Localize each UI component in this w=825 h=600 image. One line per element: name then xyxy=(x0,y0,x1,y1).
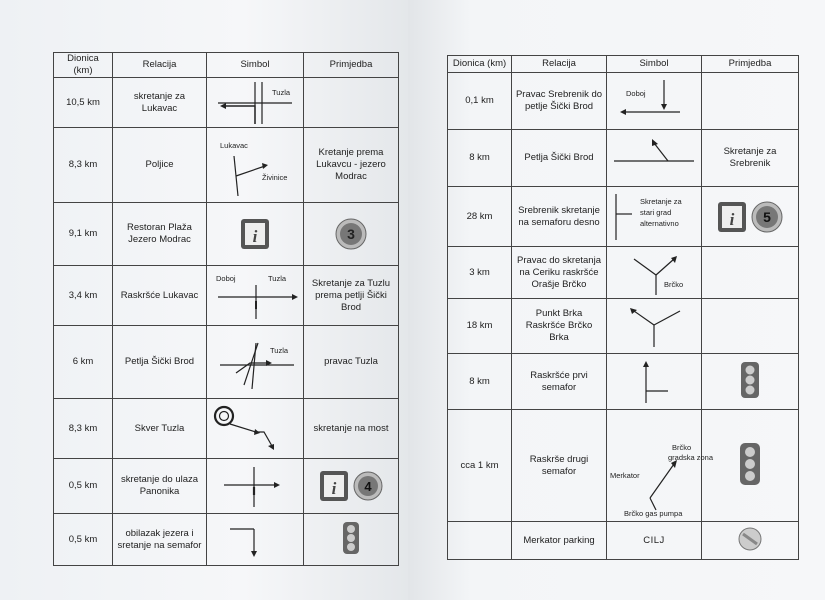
stage-number-badge-icon xyxy=(335,218,367,250)
header-symbol: Simbol xyxy=(207,53,304,78)
symbol-label: Doboj xyxy=(216,273,236,283)
finish-label: CILJ xyxy=(607,522,702,560)
symbol-cell xyxy=(607,299,702,354)
table-row xyxy=(54,399,399,459)
table-row xyxy=(448,247,799,299)
symbol-label: Tuzla xyxy=(272,87,291,97)
symbol-cell xyxy=(207,459,304,514)
symbol-label: Brčko gas pumpa xyxy=(624,508,683,518)
table-row xyxy=(448,354,799,410)
symbol-label: Brčko xyxy=(664,279,684,289)
relation-cell: Pravac Srebrenik do petlje Šički Brod xyxy=(512,73,607,130)
distance-cell: 8 km xyxy=(448,354,512,410)
roadbook-table-right xyxy=(447,55,799,560)
fork-right-arrow-icon xyxy=(610,249,698,297)
distance-cell: 10,5 km xyxy=(54,78,113,128)
symbol-cell xyxy=(607,130,702,187)
table-row xyxy=(54,514,399,566)
header-distance: Dionica (km) xyxy=(448,56,512,73)
header-note: Primjedba xyxy=(702,56,799,73)
relation-cell: Petlja Šički Brod xyxy=(512,130,607,187)
header-row xyxy=(448,56,799,73)
roadbook-table-left xyxy=(53,52,399,566)
relation-cell: Raskrše drugi semafor xyxy=(512,410,607,522)
relation-cell: Merkator parking xyxy=(512,522,607,560)
stage-number-badge-icon xyxy=(353,471,383,501)
table-row xyxy=(54,326,399,399)
symbol-cell xyxy=(207,203,304,266)
note-cell xyxy=(702,299,799,354)
finish-badge-icon xyxy=(737,526,763,552)
symbol-cell xyxy=(207,399,304,459)
note-cell xyxy=(702,187,799,247)
symbol-label: Tuzla xyxy=(270,346,289,355)
svg-text:i: i xyxy=(729,209,735,229)
symbol-cell xyxy=(207,514,304,566)
distance-cell: 8 km xyxy=(448,130,512,187)
relation-cell: Petlja Šički Brod xyxy=(113,326,207,399)
info-sign-icon xyxy=(319,470,349,502)
distance-cell: 6 km xyxy=(54,326,113,399)
header-note: Primjedba xyxy=(304,53,399,78)
distance-cell: 0,5 km xyxy=(54,514,113,566)
symbol-label: Živinice xyxy=(262,173,288,182)
turn-right-arrow-icon xyxy=(610,190,698,244)
table-row xyxy=(54,203,399,266)
distance-cell: 8,3 km xyxy=(54,399,113,459)
relation-cell: Poljice xyxy=(113,128,207,203)
traffic-light-icon xyxy=(738,360,762,400)
table-row xyxy=(448,522,799,560)
symbol-label: Brčko xyxy=(672,442,692,452)
header-distance: Dionica (km) xyxy=(54,53,113,78)
table-row xyxy=(448,130,799,187)
symbol-label: Merkator xyxy=(610,470,640,480)
distance-cell: 3 km xyxy=(448,247,512,299)
turn-left-arrow-icon xyxy=(210,80,300,126)
fork-left-arrow-icon xyxy=(210,130,300,200)
crossroad-arrow-icon xyxy=(610,414,714,518)
symbol-label: alternativno xyxy=(640,218,679,228)
header-relation: Relacija xyxy=(113,53,207,78)
turn-right-down-arrow-icon xyxy=(210,517,300,563)
info-sign-icon xyxy=(717,201,747,233)
symbol-cell xyxy=(607,187,702,247)
distance-cell xyxy=(448,522,512,560)
junction-right-arrow-icon xyxy=(210,269,300,323)
badge-number: 4 xyxy=(364,479,372,494)
symbol-cell xyxy=(607,354,702,410)
distance-cell: 8,3 km xyxy=(54,128,113,203)
table-row xyxy=(54,78,399,128)
table-row xyxy=(448,299,799,354)
symbol-label: gradska zona xyxy=(668,452,714,462)
note-cell xyxy=(702,410,799,522)
symbol-cell xyxy=(607,73,702,130)
badge-number: 5 xyxy=(763,208,772,225)
distance-cell: 0,1 km xyxy=(448,73,512,130)
symbol-label: stari grad xyxy=(640,207,672,217)
note-cell xyxy=(304,203,399,266)
note-cell xyxy=(304,514,399,566)
note-cell xyxy=(702,247,799,299)
table-row xyxy=(54,459,399,514)
note-cell: Skretanje za Srebrenik xyxy=(702,130,799,187)
table-row xyxy=(448,73,799,130)
note-cell: Skretanje za Tuzlu prema petlji Šički Brod xyxy=(304,266,399,326)
symbol-label: Doboj xyxy=(626,89,646,98)
distance-cell: 18 km xyxy=(448,299,512,354)
symbol-cell xyxy=(207,128,304,203)
traffic-light-icon xyxy=(737,441,763,487)
relation-cell: Restoran Plaža Jezero Modrac xyxy=(113,203,207,266)
note-cell xyxy=(304,78,399,128)
symbol-cell xyxy=(207,326,304,399)
note-cell: skretanje na most xyxy=(304,399,399,459)
header-row xyxy=(54,53,399,78)
note-cell: Kretanje prema Lukavcu - jezero Modrac xyxy=(304,128,399,203)
distance-cell: 0,5 km xyxy=(54,459,113,514)
symbol-label: Tuzla xyxy=(268,273,287,283)
distance-cell: 3,4 km xyxy=(54,266,113,326)
fork-left-arrow-icon xyxy=(610,301,698,351)
note-cell xyxy=(304,459,399,514)
junction-right-icon xyxy=(610,357,698,407)
badge-number: 3 xyxy=(347,226,355,242)
relation-cell: Raskršće prvi semafor xyxy=(512,354,607,410)
table-row xyxy=(448,410,799,522)
symbol-label: Skretanje za xyxy=(640,196,682,206)
distance-cell: 28 km xyxy=(448,187,512,247)
distance-cell: 9,1 km xyxy=(54,203,113,266)
table-row xyxy=(54,128,399,203)
symbol-cell xyxy=(607,410,714,522)
distance-cell: cca 1 km xyxy=(448,410,512,522)
traffic-light-icon xyxy=(340,520,362,556)
table-row xyxy=(448,187,799,247)
relation-cell: Srebrenik skretanje na semaforu desno xyxy=(512,187,607,247)
info-sign-icon xyxy=(239,217,271,251)
header-relation: Relacija xyxy=(512,56,607,73)
relation-cell: Pravac do skretanja na Ceriku raskršće Orašje Brčko xyxy=(512,247,607,299)
symbol-label: Lukavac xyxy=(220,141,248,150)
note-cell: pravac Tuzla xyxy=(304,326,399,399)
interchange-arrow-icon xyxy=(210,329,300,395)
stage-number-badge-icon xyxy=(751,201,783,233)
note-cell xyxy=(702,73,799,130)
roundabout-icon xyxy=(210,402,300,456)
note-cell xyxy=(702,522,799,560)
relation-cell: skretanje do ulaza Panonika xyxy=(113,459,207,514)
note-cell xyxy=(702,354,799,410)
relation-cell: Raskršće Lukavac xyxy=(113,266,207,326)
svg-text:i: i xyxy=(252,227,258,246)
symbol-cell xyxy=(607,247,702,299)
relation-cell: obilazak jezera i sretanje na semafor xyxy=(113,514,207,566)
interchange-left-icon xyxy=(610,133,698,183)
symbol-cell xyxy=(207,78,304,128)
crossroad-right-arrow-icon xyxy=(210,461,300,511)
turn-left-arrow-icon xyxy=(610,76,698,126)
header-symbol: Simbol xyxy=(607,56,702,73)
relation-cell: skretanje za Lukavac xyxy=(113,78,207,128)
table-row xyxy=(54,266,399,326)
symbol-cell xyxy=(207,266,304,326)
relation-cell: Skver Tuzla xyxy=(113,399,207,459)
svg-text:i: i xyxy=(331,479,337,498)
relation-cell: Punkt Brka Raskršće Brčko Brka xyxy=(512,299,607,354)
